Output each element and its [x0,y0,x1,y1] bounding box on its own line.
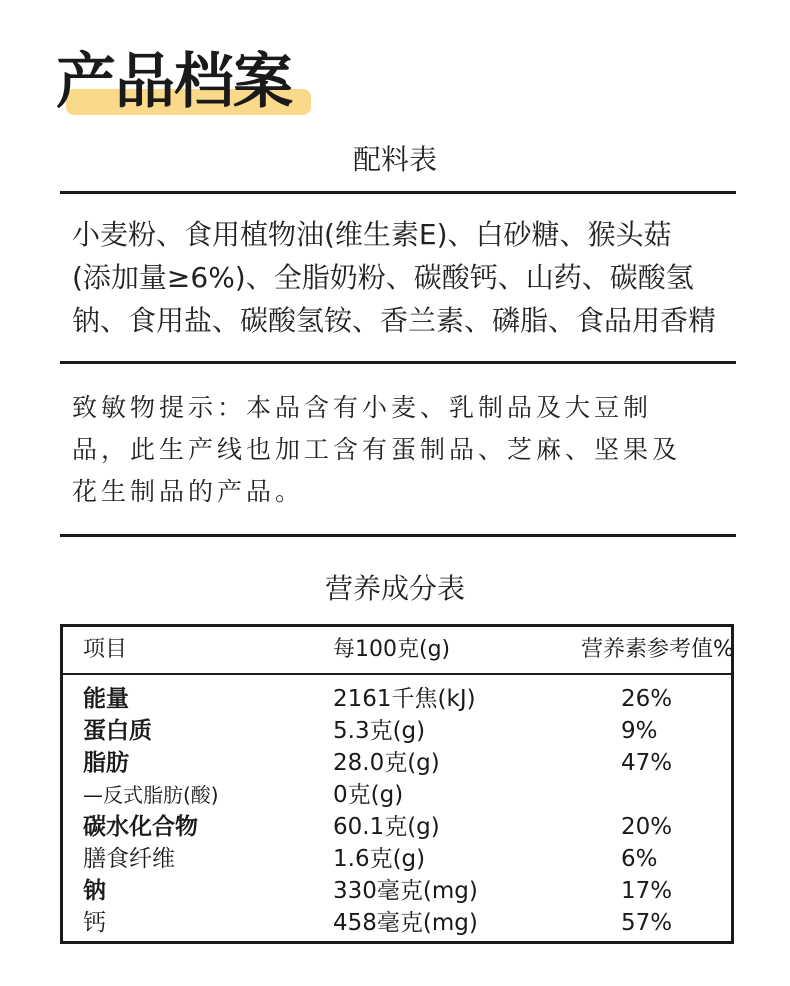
divider-bottom [60,534,736,537]
table-row [63,779,731,811]
table-row [63,875,731,907]
nutrient-nrv: 47% [621,750,673,776]
page-title: 产品档案 [56,47,292,117]
allergen-notice [72,387,742,513]
ingredients-line: (添加量≥6%)、全脂奶粉、碳酸钙、山药、碳酸氢 [72,261,694,294]
nutrient-amount: 330毫克(mg) [333,878,478,904]
column-header-per100g: 每100克(g) [333,637,451,662]
nutrient-nrv: 20% [621,814,673,840]
allergen-line: 品，此生产线也加工含有蛋制品、芝麻、坚果及 [72,435,682,464]
ingredients-line: 小麦粉、食用植物油(维生素E)、白砂糖、猴头菇 [72,218,672,251]
nutrition-heading: 营养成分表 [324,572,465,605]
nutrient-amount: 60.1克(g) [333,814,440,840]
table-row [63,843,731,875]
allergen-line: 花生制品的产品。 [72,477,305,506]
column-header-nrv: 营养素参考值% [581,637,734,662]
nutrient-amount: 5.3克(g) [333,718,426,744]
nutrient-name: 脂肪 [83,750,129,776]
ingredients-line: 钠、食用盐、碳酸氢铵、香兰素、磷脂、食品用香精 [72,304,717,337]
nutrient-name: 钙 [83,910,106,936]
allergen-line: 致敏物提示：本品含有小麦、乳制品及大豆制 [72,393,653,422]
nutrient-amount: 2161千焦(kJ) [333,686,476,712]
nutrient-nrv: 26% [621,686,673,712]
nutrient-name: 蛋白质 [83,718,152,744]
column-header-item: 项目 [83,637,128,662]
table-row [63,683,731,715]
table-header [63,627,734,675]
nutrient-name: 钠 [83,878,106,904]
table-row [63,715,731,747]
ingredients-heading: 配料表 [352,143,437,176]
divider-top [60,191,736,194]
divider-middle [60,361,736,364]
nutrient-name: 能量 [83,686,129,712]
nutrient-nrv: 17% [621,878,673,904]
nutrient-name: 膳食纤维 [83,846,175,872]
nutrient-amount: 458毫克(mg) [333,910,478,936]
ingredients-text [72,213,742,342]
nutrient-name: —反式脂肪(酸) [83,783,219,807]
nutrient-nrv: 9% [621,718,658,744]
nutrient-amount: 28.0克(g) [333,750,440,776]
nutrient-name: 碳水化合物 [83,814,198,840]
nutrition-table [60,624,734,944]
title-block [56,42,292,122]
nutrient-amount: 1.6克(g) [333,846,426,872]
nutrient-amount: 0克(g) [333,782,404,808]
nutrient-nrv: 57% [621,910,673,936]
table-row [63,811,731,843]
table-row [63,907,731,939]
nutrient-nrv: 6% [621,846,658,872]
table-row [63,747,731,779]
